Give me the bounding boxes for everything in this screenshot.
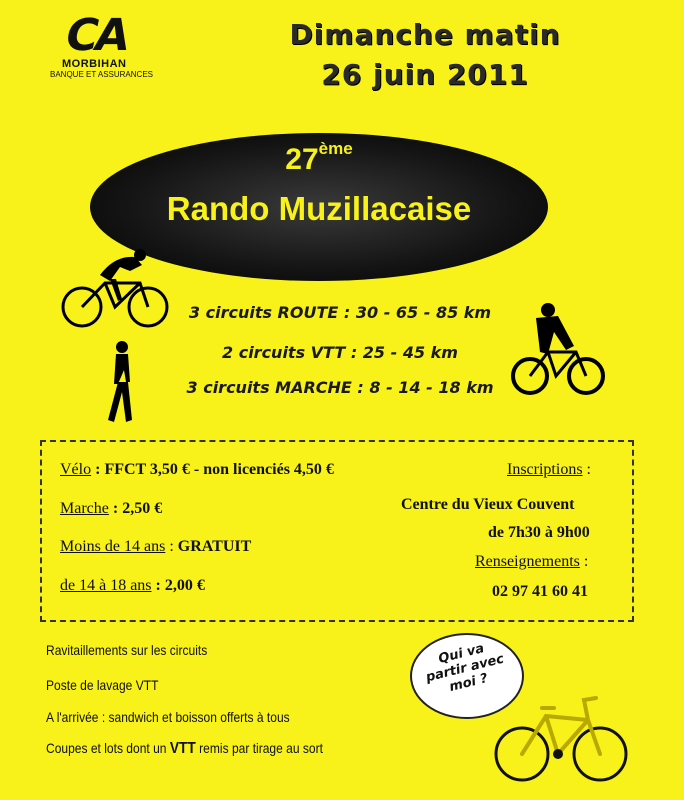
info-heading xyxy=(475,553,588,571)
inscriptions-heading xyxy=(507,461,591,479)
logo-mark: CA xyxy=(60,10,132,61)
circuit-marche: 3 circuits MARCHE : 8 - 14 - 18 km xyxy=(186,378,494,397)
price-marche-value: : 2,50 € xyxy=(108,500,163,517)
extra-item-3: A l'arrivée : sandwich et boisson offerts à tous xyxy=(46,709,290,725)
logo-department: MORBIHAN xyxy=(62,58,127,70)
extra-item-4-pre: Coupes et lots dont un xyxy=(46,740,170,756)
price-marche xyxy=(60,500,162,518)
price-moins14-sep: : xyxy=(165,538,178,555)
extra-item-4-bold: VTT xyxy=(169,740,196,757)
extra-item-1: Ravitaillements sur les circuits xyxy=(46,642,208,658)
event-title: Rando Muzillacaise xyxy=(166,190,472,227)
logo-tagline: BANQUE ET ASSURANCES xyxy=(50,70,153,79)
price-moins14 xyxy=(60,538,251,556)
extra-item-4-post: remis par tirage au sort xyxy=(195,740,323,756)
extra-item-2: Poste de lavage VTT xyxy=(46,677,159,693)
price-moins14-value: GRATUIT xyxy=(177,538,252,555)
extra-item-4 xyxy=(46,740,323,758)
inscriptions-heading-suffix: : xyxy=(582,461,591,478)
inscriptions-heading-label: Inscriptions xyxy=(507,461,583,478)
edition-suffix: ème xyxy=(318,139,353,158)
price-14-18-label: de 14 à 18 ans xyxy=(60,577,152,594)
circuit-route: 3 circuits ROUTE : 30 - 65 - 85 km xyxy=(188,303,492,322)
inscriptions-hours: de 7h30 à 9h00 xyxy=(488,524,590,541)
price-moins14-label: Moins de 14 ans xyxy=(60,538,166,555)
header-date: 26 juin 2011 xyxy=(321,58,529,91)
bicycle-icon xyxy=(492,686,632,786)
credit-agricole-logo xyxy=(50,10,168,79)
edition-number: 27 xyxy=(285,143,319,176)
bubble-text: Qui va partir avec moi ? xyxy=(424,641,506,696)
price-velo xyxy=(60,461,334,479)
price-marche-label: Marche xyxy=(60,500,109,517)
price-14-18-value: : 2,00 € xyxy=(151,577,205,594)
info-heading-label: Renseignements xyxy=(475,553,580,570)
header-day: Dimanche matin xyxy=(289,18,561,51)
walker-icon xyxy=(100,340,140,425)
info-phone: 02 97 41 60 41 xyxy=(492,583,588,600)
price-velo-label: Vélo xyxy=(60,461,92,478)
price-velo-value: : FFCT 3,50 € - non licenciés 4,50 € xyxy=(91,461,334,478)
price-14-18 xyxy=(60,577,205,595)
inscriptions-place: Centre du Vieux Couvent xyxy=(401,496,575,513)
circuit-vtt: 2 circuits VTT : 25 - 45 km xyxy=(222,343,458,362)
edition xyxy=(90,139,548,177)
info-heading-suffix: : xyxy=(579,553,589,570)
